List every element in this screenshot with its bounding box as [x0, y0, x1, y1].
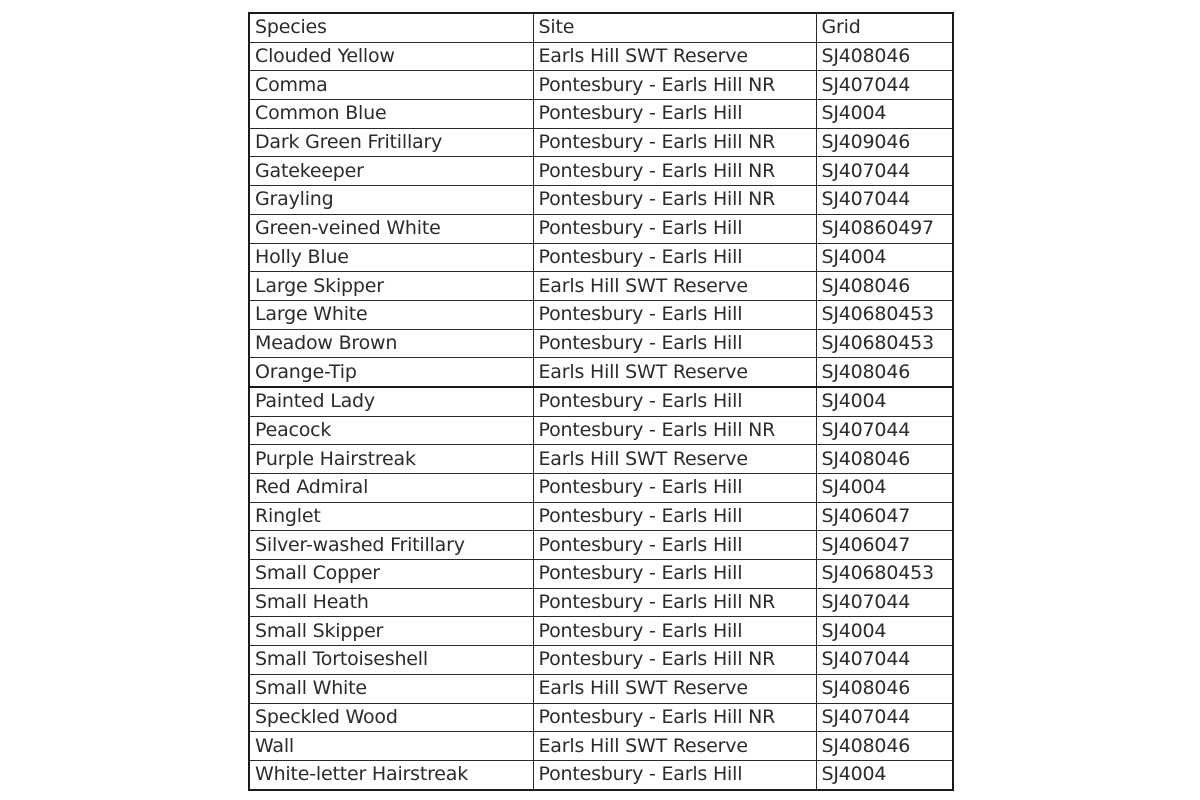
cell-site: Earls Hill SWT Reserve — [533, 732, 816, 761]
table-row — [249, 474, 953, 503]
cell-grid: SJ408046 — [816, 272, 953, 301]
table-row — [249, 760, 953, 789]
table-row — [249, 71, 953, 100]
cell-grid: SJ4004 — [816, 387, 953, 416]
cell-grid: SJ4004 — [816, 617, 953, 646]
cell-site: Earls Hill SWT Reserve — [533, 272, 816, 301]
cell-species: Clouded Yellow — [249, 42, 533, 71]
species-table — [248, 12, 954, 791]
cell-site: Pontesbury - Earls Hill NR — [533, 416, 816, 445]
cell-species: Holly Blue — [249, 243, 533, 272]
table-body — [249, 42, 953, 789]
header-site: Site — [533, 13, 816, 42]
cell-species: Meadow Brown — [249, 329, 533, 358]
table-row — [249, 387, 953, 416]
header-species: Species — [249, 13, 533, 42]
cell-grid: SJ407044 — [816, 157, 953, 186]
table-row — [249, 502, 953, 531]
cell-species: Painted Lady — [249, 387, 533, 416]
table-row — [249, 100, 953, 129]
cell-species: Green-veined White — [249, 214, 533, 243]
cell-grid: SJ4004 — [816, 474, 953, 503]
cell-grid: SJ40680453 — [816, 560, 953, 589]
cell-species: Dark Green Fritillary — [249, 128, 533, 157]
cell-site: Pontesbury - Earls Hill NR — [533, 71, 816, 100]
cell-site: Pontesbury - Earls Hill — [533, 214, 816, 243]
table-row — [249, 646, 953, 675]
cell-grid: SJ40680453 — [816, 300, 953, 329]
cell-grid: SJ4004 — [816, 760, 953, 789]
table-row — [249, 329, 953, 358]
cell-site: Pontesbury - Earls Hill — [533, 502, 816, 531]
cell-grid: SJ40680453 — [816, 329, 953, 358]
cell-site: Pontesbury - Earls Hill NR — [533, 646, 816, 675]
cell-species: Silver-washed Fritillary — [249, 531, 533, 560]
cell-grid: SJ407044 — [816, 646, 953, 675]
cell-grid: SJ408046 — [816, 358, 953, 387]
cell-grid: SJ407044 — [816, 703, 953, 732]
cell-site: Pontesbury - Earls Hill — [533, 474, 816, 503]
cell-species: Small White — [249, 674, 533, 703]
table-row — [249, 243, 953, 272]
table-row — [249, 42, 953, 71]
header-grid: Grid — [816, 13, 953, 42]
cell-species: Gatekeeper — [249, 157, 533, 186]
cell-site: Pontesbury - Earls Hill — [533, 300, 816, 329]
cell-grid: SJ4004 — [816, 100, 953, 129]
cell-grid: SJ408046 — [816, 42, 953, 71]
table-row — [249, 674, 953, 703]
cell-species: Small Skipper — [249, 617, 533, 646]
cell-grid: SJ408046 — [816, 732, 953, 761]
cell-site: Pontesbury - Earls Hill — [533, 531, 816, 560]
cell-grid: SJ406047 — [816, 531, 953, 560]
cell-site: Earls Hill SWT Reserve — [533, 445, 816, 474]
cell-site: Earls Hill SWT Reserve — [533, 358, 816, 387]
cell-species: Grayling — [249, 186, 533, 215]
cell-site: Pontesbury - Earls Hill — [533, 617, 816, 646]
cell-site: Pontesbury - Earls Hill NR — [533, 588, 816, 617]
cell-species: Small Copper — [249, 560, 533, 589]
table-header-row — [249, 13, 953, 42]
cell-species: Purple Hairstreak — [249, 445, 533, 474]
table-row — [249, 186, 953, 215]
cell-site: Pontesbury - Earls Hill — [533, 387, 816, 416]
cell-grid: SJ407044 — [816, 71, 953, 100]
table-row — [249, 128, 953, 157]
cell-species: Small Tortoiseshell — [249, 646, 533, 675]
cell-site: Pontesbury - Earls Hill NR — [533, 703, 816, 732]
cell-species: Peacock — [249, 416, 533, 445]
cell-grid: SJ407044 — [816, 186, 953, 215]
table-row — [249, 588, 953, 617]
cell-species: Orange-Tip — [249, 358, 533, 387]
cell-site: Pontesbury - Earls Hill — [533, 243, 816, 272]
table-row — [249, 272, 953, 301]
cell-grid: SJ40860497 — [816, 214, 953, 243]
cell-site: Pontesbury - Earls Hill — [533, 760, 816, 789]
cell-site: Pontesbury - Earls Hill — [533, 329, 816, 358]
cell-site: Pontesbury - Earls Hill NR — [533, 186, 816, 215]
cell-grid: SJ408046 — [816, 445, 953, 474]
cell-species: Wall — [249, 732, 533, 761]
cell-grid: SJ409046 — [816, 128, 953, 157]
table-row — [249, 445, 953, 474]
cell-grid: SJ406047 — [816, 502, 953, 531]
table-row — [249, 617, 953, 646]
cell-site: Earls Hill SWT Reserve — [533, 674, 816, 703]
table-row — [249, 358, 953, 387]
cell-site: Pontesbury - Earls Hill NR — [533, 157, 816, 186]
table-row — [249, 157, 953, 186]
table-row — [249, 732, 953, 761]
cell-grid: SJ408046 — [816, 674, 953, 703]
cell-species: Large Skipper — [249, 272, 533, 301]
table-row — [249, 560, 953, 589]
cell-species: Ringlet — [249, 502, 533, 531]
cell-site: Earls Hill SWT Reserve — [533, 42, 816, 71]
cell-site: Pontesbury - Earls Hill — [533, 560, 816, 589]
cell-species: Red Admiral — [249, 474, 533, 503]
table-row — [249, 300, 953, 329]
table-row — [249, 703, 953, 732]
cell-species: Speckled Wood — [249, 703, 533, 732]
cell-grid: SJ407044 — [816, 416, 953, 445]
table-row — [249, 214, 953, 243]
cell-species: Large White — [249, 300, 533, 329]
cell-species: Comma — [249, 71, 533, 100]
cell-species: Common Blue — [249, 100, 533, 129]
cell-species: White-letter Hairstreak — [249, 760, 533, 789]
cell-species: Small Heath — [249, 588, 533, 617]
cell-grid: SJ407044 — [816, 588, 953, 617]
cell-site: Pontesbury - Earls Hill — [533, 100, 816, 129]
cell-grid: SJ4004 — [816, 243, 953, 272]
table-row — [249, 531, 953, 560]
table-row — [249, 416, 953, 445]
cell-site: Pontesbury - Earls Hill NR — [533, 128, 816, 157]
